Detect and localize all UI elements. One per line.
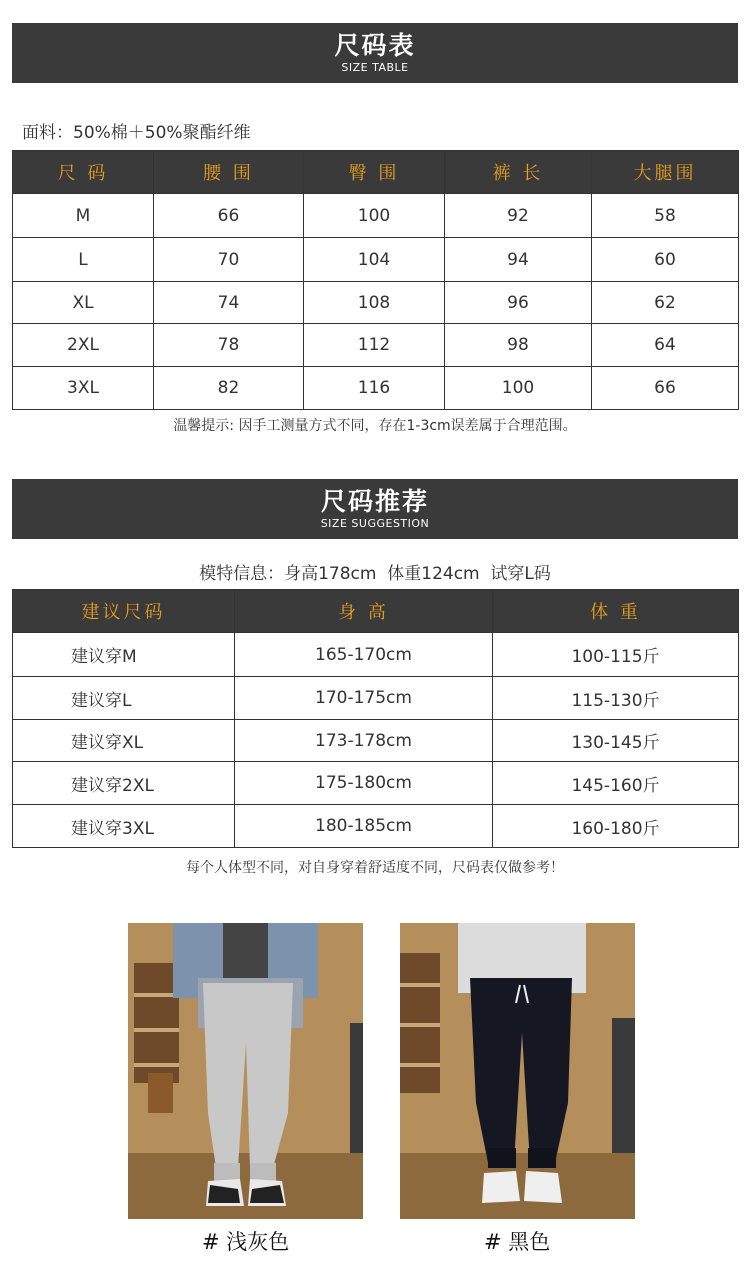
size-suggestion-banner [12, 479, 738, 539]
cell-size: M [13, 194, 154, 238]
table-row [13, 633, 739, 677]
cell-weight: 100-115斤 [493, 633, 739, 677]
header-hip: 臀 围 [304, 151, 445, 194]
cell-suggested-size: 建议穿XL [13, 720, 235, 762]
table-row [13, 762, 739, 805]
cell-size: 3XL [13, 367, 154, 410]
size-table-banner [12, 23, 738, 83]
cell-waist: 74 [154, 282, 304, 324]
cell-weight: 145-160斤 [493, 762, 739, 805]
caption-light-gray: # 浅灰色 [202, 1230, 290, 1254]
header-waist: 腰 围 [154, 151, 304, 194]
cell-weight: 160-180斤 [493, 805, 739, 848]
cell-length: 92 [445, 194, 592, 238]
cell-waist: 78 [154, 324, 304, 367]
material-info: 面料：50%棉＋50%聚酯纤维 [22, 123, 251, 143]
header-size: 尺 码 [13, 151, 154, 194]
cell-hip: 112 [304, 324, 445, 367]
cell-size: L [13, 238, 154, 282]
header-suggested-size: 建议尺码 [13, 590, 235, 633]
header-height: 身 高 [235, 590, 493, 633]
photo-black-pants [400, 923, 635, 1219]
cell-thigh: 62 [592, 282, 739, 324]
light-gray-pants-illustration [128, 923, 363, 1219]
table-row [13, 324, 739, 367]
cell-suggested-size: 建议穿L [13, 677, 235, 720]
table-row [13, 805, 739, 848]
cell-hip: 116 [304, 367, 445, 410]
table-row [13, 677, 739, 720]
header-length: 裤 长 [445, 151, 592, 194]
cell-height: 175-180cm [235, 762, 493, 805]
cell-length: 98 [445, 324, 592, 367]
cell-waist: 66 [154, 194, 304, 238]
cell-length: 100 [445, 367, 592, 410]
cell-length: 96 [445, 282, 592, 324]
size-suggestion-subtitle: SIZE SUGGESTION [320, 517, 430, 530]
size-table-title: 尺码表 [334, 31, 416, 60]
cell-weight: 115-130斤 [493, 677, 739, 720]
cell-thigh: 64 [592, 324, 739, 367]
table-row [13, 282, 739, 324]
suggestion-header-row [13, 590, 739, 633]
table-row [13, 194, 739, 238]
black-pants-illustration [400, 923, 635, 1219]
caption-black: # 黑色 [484, 1230, 551, 1254]
cell-hip: 100 [304, 194, 445, 238]
cell-waist: 70 [154, 238, 304, 282]
size-suggestion-title: 尺码推荐 [320, 487, 429, 516]
cell-size: 2XL [13, 324, 154, 367]
table-row [13, 367, 739, 410]
cell-hip: 104 [304, 238, 445, 282]
cell-suggested-size: 建议穿3XL [13, 805, 235, 848]
cell-waist: 82 [154, 367, 304, 410]
cell-height: 170-175cm [235, 677, 493, 720]
cell-weight: 130-145斤 [493, 720, 739, 762]
cell-height: 180-185cm [235, 805, 493, 848]
size-table [12, 150, 739, 410]
table-row [13, 720, 739, 762]
size-suggestion-table [12, 589, 739, 848]
size-table-note: 温馨提示: 因手工测量方式不同，存在1-3cm误差属于合理范围。 [173, 418, 577, 434]
table-row [13, 238, 739, 282]
size-table-header-row [13, 151, 739, 194]
cell-thigh: 58 [592, 194, 739, 238]
photo-light-gray-pants [128, 923, 363, 1219]
header-thigh: 大腿围 [592, 151, 739, 194]
cell-suggested-size: 建议穿M [13, 633, 235, 677]
cell-height: 165-170cm [235, 633, 493, 677]
model-info: 模特信息：身高178cm 体重124cm 试穿L码 [199, 564, 551, 584]
cell-size: XL [13, 282, 154, 324]
cell-thigh: 66 [592, 367, 739, 410]
header-weight: 体 重 [493, 590, 739, 633]
cell-length: 94 [445, 238, 592, 282]
size-table-subtitle: SIZE TABLE [341, 61, 409, 74]
cell-height: 173-178cm [235, 720, 493, 762]
cell-thigh: 60 [592, 238, 739, 282]
size-suggestion-note: 每个人体型不同，对自身穿着舒适度不同，尺码表仅做参考！ [186, 860, 564, 876]
cell-suggested-size: 建议穿2XL [13, 762, 235, 805]
cell-hip: 108 [304, 282, 445, 324]
